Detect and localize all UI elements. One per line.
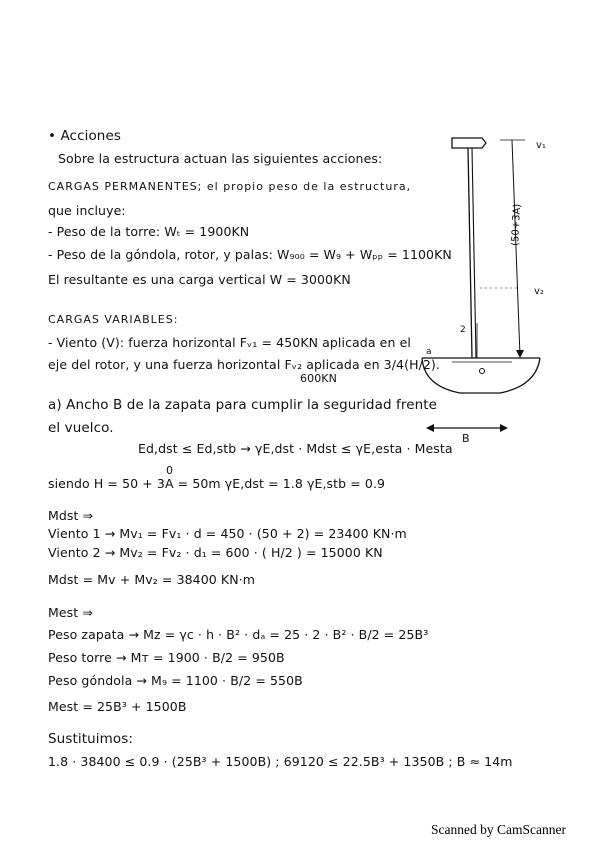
heading-sustituimos: Sustituimos: (48, 731, 133, 747)
equation-peso-zapata: Peso zapata → Mz = γc · h · B² · dₐ = 25 · 2 · B² · B/2 = 25B³ (48, 627, 429, 642)
nacelle-shape (452, 138, 486, 148)
center-mark (480, 369, 485, 374)
equation-peso-torre: Peso torre → Mт = 1900 · B/2 = 950B (48, 650, 285, 665)
scanner-watermark: Scanned by CamScanner (431, 822, 566, 837)
subheading-cargas-permanentes: CARGAS PERMANENTES; el propio peso de la estructura, (48, 180, 412, 193)
text-line: eje del rotor, y una fuerza horizontal Fᵥ₂ aplicada en 3/4(H/2). (48, 357, 440, 372)
text-line-resultante: El resultante es una carga vertical W = 3000KN (48, 272, 351, 287)
equation-resultado: 1.8 · 38400 ≤ 0.9 · (25B³ + 1500B) ; 69120 ≤ 22.5B³ + 1350B ; B ≈ 14m (48, 754, 513, 769)
heading-mest: Mest ⇒ (48, 605, 93, 620)
tower-line-left (468, 148, 472, 358)
heading-mdst: Mdst ⇒ (48, 508, 94, 523)
list-item-peso-torre: - Peso de la torre: Wₜ = 1900KN (48, 224, 250, 239)
text-line: el vuelco. (48, 420, 114, 436)
section-heading-acciones: • Acciones (48, 128, 122, 144)
question-a: a) Ancho B de la zapata para cumplir la seguridad frente (48, 397, 438, 413)
equation-mest-total: Mest = 25B³ + 1500B (48, 699, 187, 714)
label-v1: v₁ (536, 140, 546, 151)
equation-siendo: siendo H = 50 + 3A = 50m γE,dst = 1.8 γE,stb = 0.9 (48, 476, 386, 491)
text-line: Sobre la estructura actuan las siguientes acciones: (58, 151, 383, 166)
equation-peso-gondola: Peso góndola → M₉ = 1100 · B/2 = 550B (48, 673, 303, 688)
width-arrow-right (500, 424, 508, 432)
label-v2: v₂ (534, 286, 544, 297)
equation-viento-1: Viento 1 → Mv₁ = Fv₁ · d = 450 · (50 + 2) = 23400 KN·m (48, 526, 407, 541)
subheading-cargas-variables: CARGAS VARIABLES: (48, 313, 179, 326)
label-a: a (426, 347, 432, 357)
annotation-600kn: 600KN (300, 372, 337, 385)
equation-vuelco: Ed,dst ≤ Ed,stb → γE,dst · Mdst ≤ γE,esta · Mesta (138, 441, 453, 456)
dimension-line (512, 140, 520, 356)
tower-line-right (472, 148, 476, 358)
equation-viento-2: Viento 2 → Mv₂ = Fv₂ · d₁ = 600 · ( H/2 ) = 15000 KN (48, 545, 383, 560)
label-b: B (462, 432, 470, 445)
arrow-head-bottom (516, 350, 524, 358)
annotation-zero: 0 (166, 464, 174, 477)
list-item-peso-gondola: - Peso de la góndola, rotor, y palas: W₉₀₀ = W₉ + Wₚₚ = 1100KN (48, 247, 452, 262)
equation-mdst-total: Mdst = Mv + Mv₂ = 38400 KN·m (48, 572, 256, 587)
list-item-viento: - Viento (V): fuerza horizontal Fᵥ₁ = 450KN aplicada en el (48, 335, 411, 350)
dimension-label: (50+3A) (510, 203, 524, 247)
width-arrow-left (426, 424, 434, 432)
text-line: que incluye: (48, 203, 126, 218)
wind-turbine-diagram (400, 118, 590, 458)
foundation-shape (422, 358, 540, 393)
label-2: 2 (460, 325, 466, 335)
